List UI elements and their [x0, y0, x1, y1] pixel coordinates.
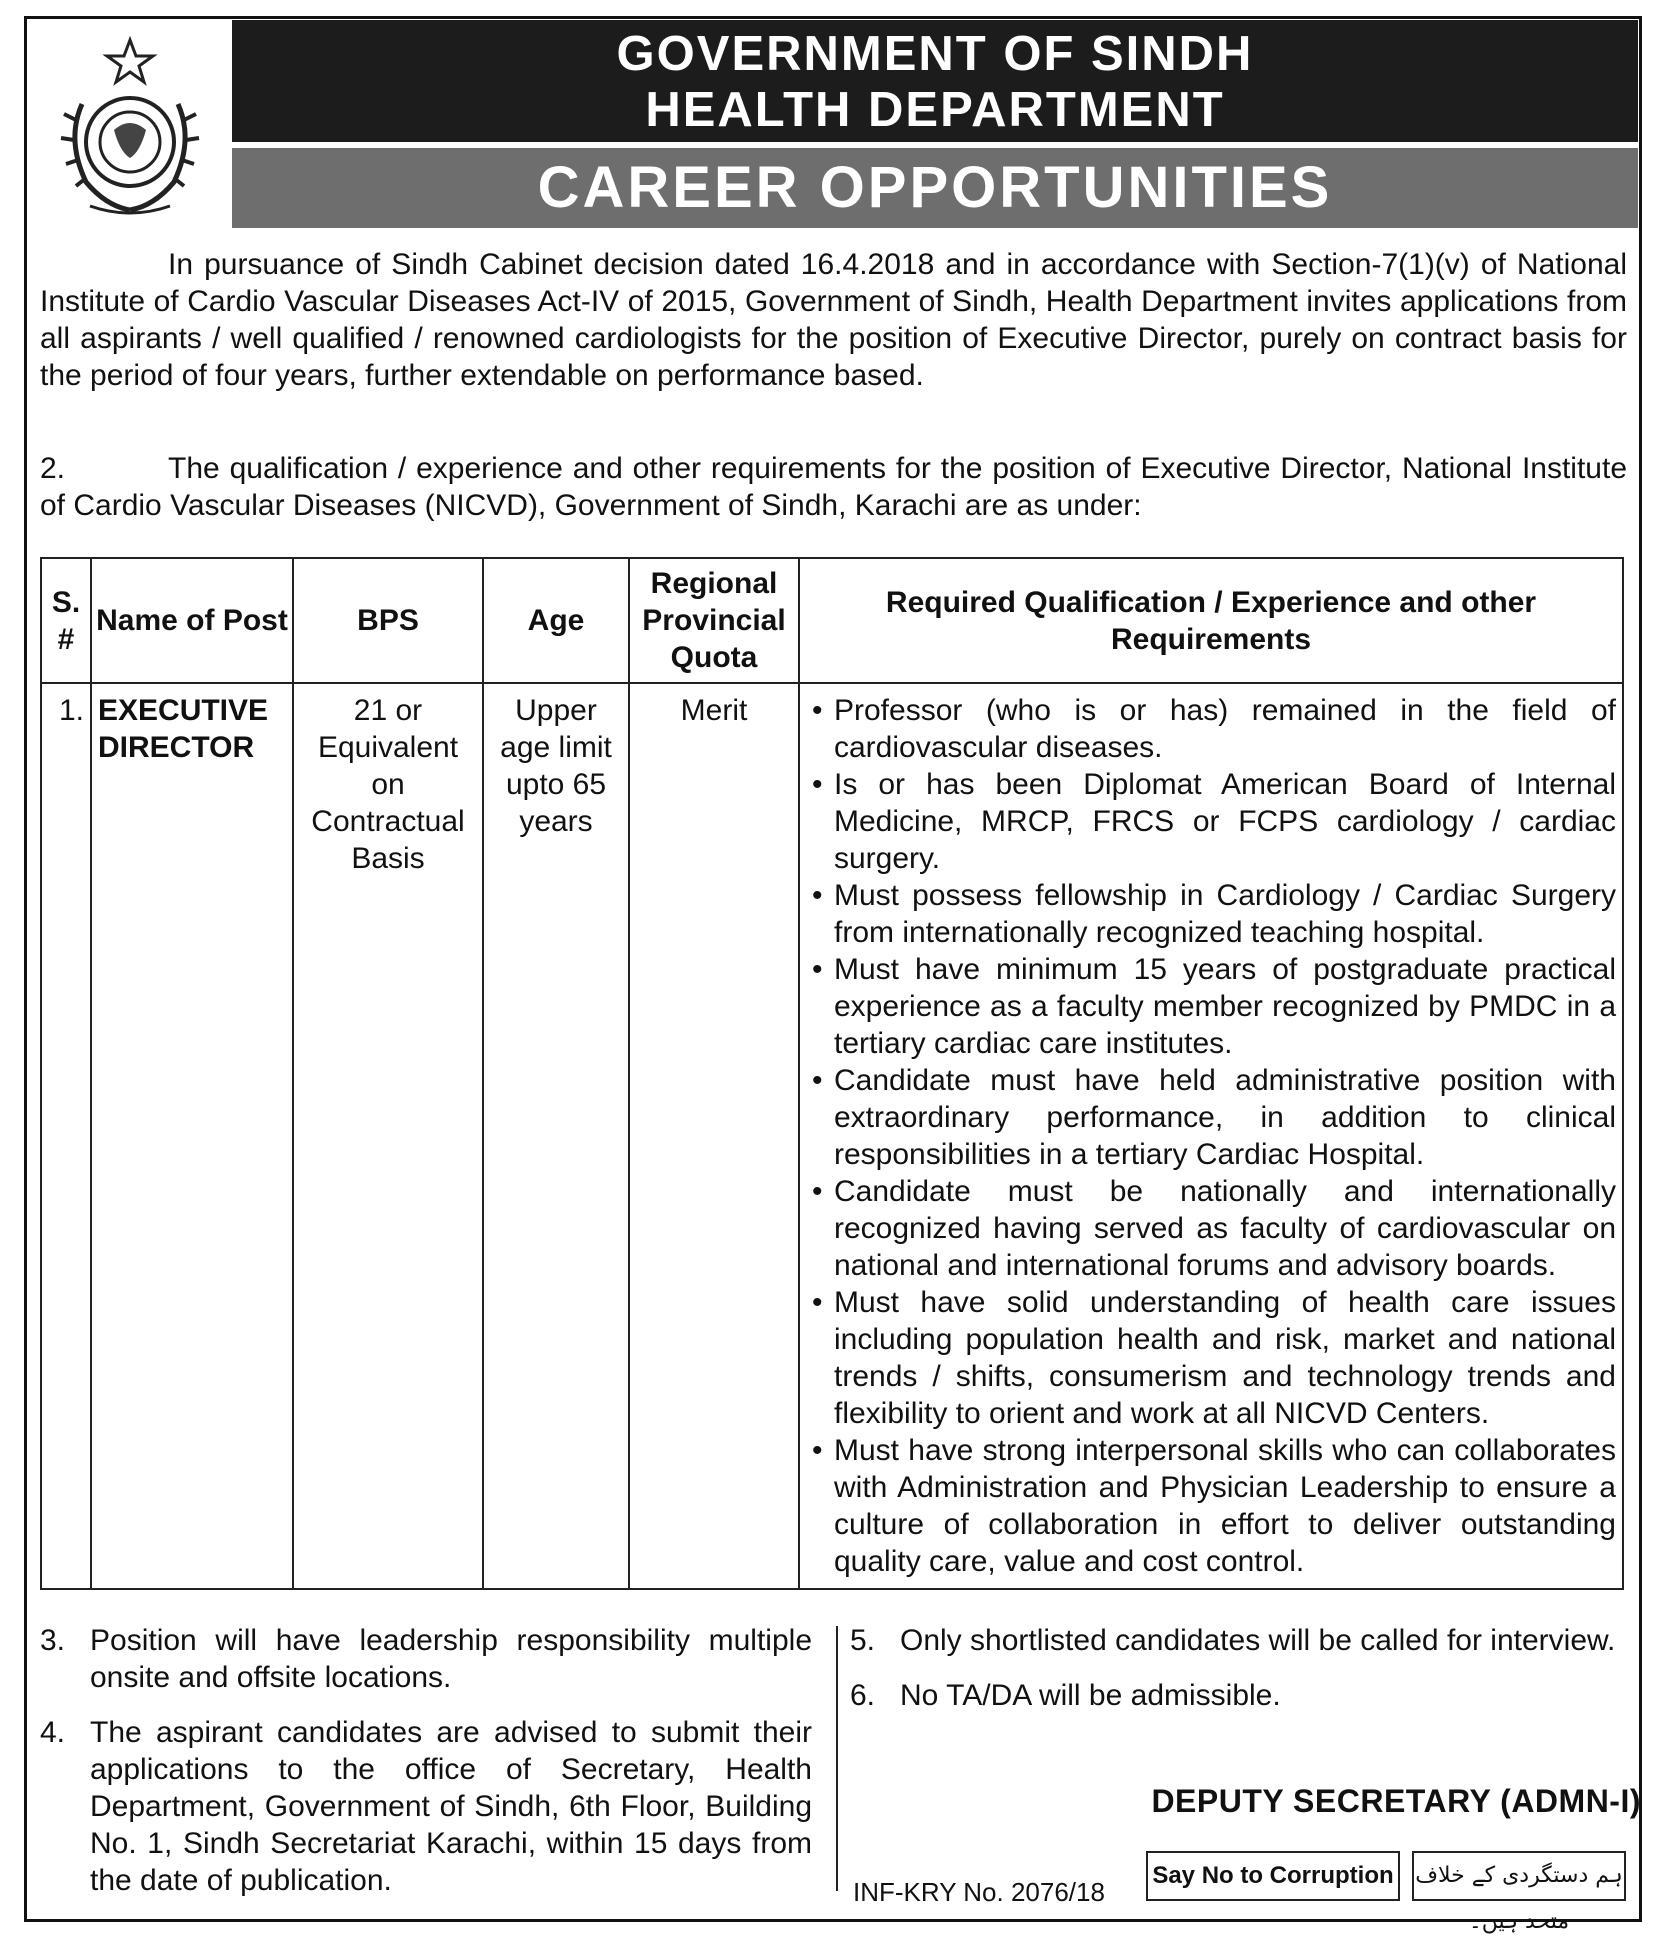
table-header-row [41, 558, 1623, 683]
note-5 [850, 1622, 1627, 1659]
column-divider [836, 1626, 838, 1891]
header-department: HEALTH DEPARTMENT [645, 83, 1225, 137]
note-number: 5. [850, 1624, 876, 1657]
cell-bps: 21 or Equivalent on Contractual Basis [293, 683, 483, 1589]
urdu-slogan-badge: ہم دستگردی کے خلاف متحد ہیں۔ [1412, 1851, 1626, 1901]
note-number: 6. [850, 1679, 876, 1712]
note-4 [40, 1714, 812, 1899]
cell-post: EXECUTIVE DIRECTOR [91, 683, 293, 1589]
note-6 [850, 1677, 1627, 1714]
header-requirements: Required Qualification / Experience and other Requirements [799, 558, 1623, 683]
header-quota: Regional Provincial Quota [629, 558, 799, 683]
header-bps: BPS [293, 558, 483, 683]
list-item: • Must have minimum 15 years of postgraduate practical experience as a faculty member recognized by PMDC in a tertiary cardiac care institutes. [806, 951, 1616, 1062]
intro-paragraph: In pursuance of Sindh Cabinet decision dated 16.4.2018 and in accordance with Section-7(1)(v) of National Institute of Cardio Vascular Diseases Act-IV of 2015, Government of Sindh, Health Department invites applications from all aspirants / well qualified / renowned cardiologists for the position of Executive Director, purely on contract basis for the period of four years, further extendable on performance based. [40, 248, 1627, 392]
header-sn: S. # [41, 558, 91, 683]
notes-right-column [850, 1622, 1627, 1732]
note-text: Position will have leadership responsibility multiple onsite and offsite locations. [90, 1624, 812, 1694]
career-opportunities-banner: CAREER OPPORTUNITIES [232, 148, 1638, 228]
header-government: GOVERNMENT OF SINDH [616, 27, 1254, 81]
requirements-intro [40, 450, 1627, 524]
note-text: Only shortlisted candidates will be called for interview. [900, 1624, 1616, 1657]
requirements-table [40, 557, 1624, 1590]
list-item: • Is or has been Diplomat American Board of Internal Medicine, MRCP, FRCS or FCPS cardiology / cardiac surgery. [806, 766, 1616, 877]
say-no-to-corruption-badge: Say No to Corruption [1146, 1851, 1400, 1901]
requirements-intro-text: The qualification / experience and other requirements for the position of Executive Director, National Institute of Cardio Vascular Diseases (NICVD), Government of Sindh, Karachi are as under: [40, 452, 1627, 522]
list-item: • Professor (who is or has) remained in the field of cardiovascular diseases. [806, 692, 1616, 766]
sindh-government-emblem-icon [30, 20, 230, 225]
note-text: No TA/DA will be admissible. [900, 1679, 1281, 1712]
list-item: • Must have solid understanding of health care issues including population health and risk, market and national trends / shifts, consumerism and technology trends and flexibility to orient and work at all NICVD Centers. [806, 1284, 1616, 1432]
note-number: 4. [40, 1716, 66, 1749]
paragraph-number: 2. [40, 452, 66, 485]
header-post: Name of Post [91, 558, 293, 683]
inf-number: INF-KRY No. 2076/18 [853, 1877, 1105, 1907]
table-row [41, 683, 1623, 1589]
note-text: The aspirant candidates are advised to submit their applications to the office of Secretary, Health Department, Government of Sindh, 6th Floor, Building No. 1, Sindh Secretariat Karachi, within 15 days from the date of publication. [90, 1716, 812, 1897]
requirements-list [806, 692, 1616, 1580]
cell-requirements [799, 683, 1623, 1589]
note-number: 3. [40, 1624, 66, 1657]
header-band [232, 20, 1638, 142]
notes-left-column [40, 1622, 812, 1917]
list-item: • Candidate must have held administrative position with extraordinary performance, in addition to clinical responsibilities in a tertiary Cardiac Hospital. [806, 1062, 1616, 1173]
signatory-title: DEPUTY SECRETARY (ADMN-I) [1151, 1783, 1641, 1819]
cell-age: Upper age limit upto 65 years [483, 683, 629, 1589]
cell-sn: 1. [41, 683, 91, 1589]
list-item: • Must possess fellowship in Cardiology / Cardiac Surgery from internationally recognized teaching hospital. [806, 877, 1616, 951]
header-age: Age [483, 558, 629, 683]
list-item: • Candidate must be nationally and internationally recognized having served as faculty of cardiovascular on national and international forums and advisory boards. [806, 1173, 1616, 1284]
list-item: • Must have strong interpersonal skills who can collaborates with Administration and Physician Leadership to ensure a culture of collaboration in effort to deliver outstanding quality care, value and cost control. [806, 1432, 1616, 1580]
note-3 [40, 1622, 812, 1696]
cell-quota: Merit [629, 683, 799, 1589]
